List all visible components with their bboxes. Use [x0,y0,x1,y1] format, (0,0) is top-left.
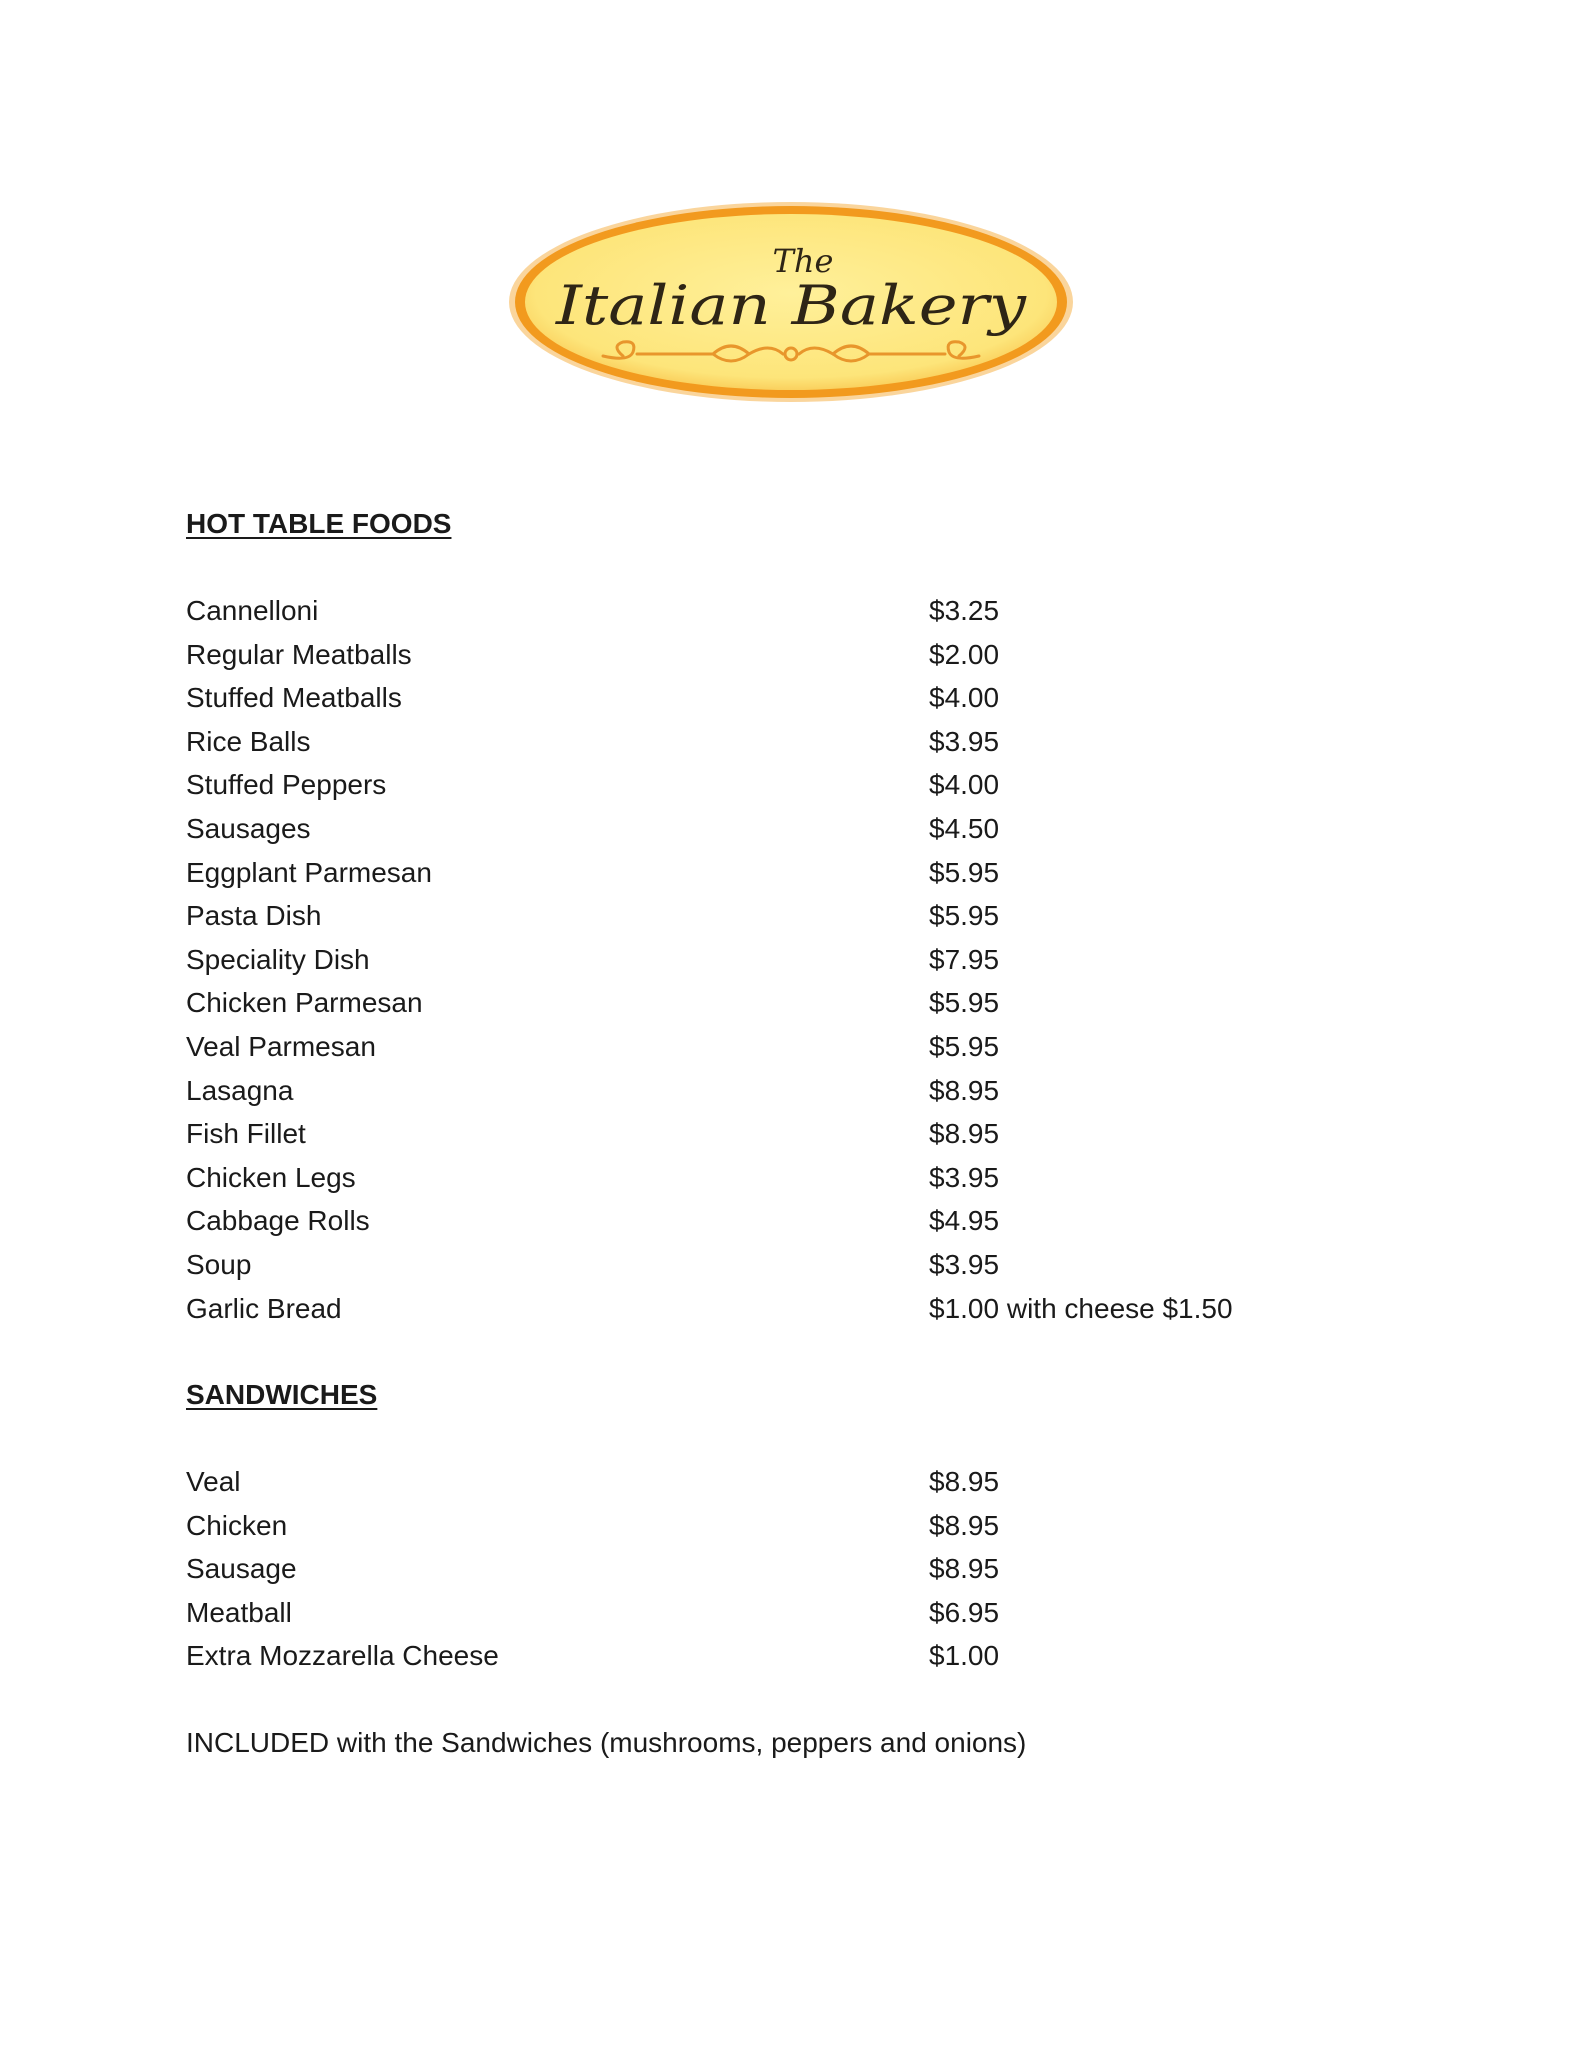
item-name: Stuffed Meatballs [186,682,402,714]
item-price: $4.00 [929,769,1000,801]
list-item [186,1112,1386,1156]
list-item [186,676,1386,720]
list-item [186,1199,1386,1243]
list-item [186,633,1386,677]
list-item [186,1156,1386,1200]
item-name: Chicken [186,1509,288,1541]
item-name: Lasagna [186,1074,294,1106]
item-price: $8.95 [929,1466,1000,1498]
item-price: $8.95 [929,1553,1000,1585]
spacer [186,546,1386,589]
spacer [186,1330,1386,1373]
item-name: Cannelloni [186,595,319,626]
list-item [186,938,1386,982]
item-name: Regular Meatballs [186,638,412,670]
item-price: $8.95 [929,1118,1000,1150]
list-item [186,1460,1386,1504]
item-price: $7.95 [929,943,1000,975]
list-item [186,1547,1386,1591]
item-name: Soup [186,1248,252,1280]
item-name: Stuffed Peppers [186,769,387,801]
spacer [186,1678,1386,1721]
item-name: Speciality Dish [186,943,370,975]
item-name: Meatball [186,1596,292,1628]
menu-content [186,502,1386,1765]
item-price: $3.95 [929,1161,1000,1193]
item-name: Chicken Legs [186,1161,356,1193]
item-price: $2.00 [929,638,1000,670]
item-price: $3.25 [929,595,1000,626]
list-item [186,1504,1386,1548]
item-name: Sausage [186,1553,297,1585]
list-item [186,807,1386,851]
item-price: $5.95 [929,856,1000,888]
item-price: $5.95 [929,1030,1000,1062]
item-name: Chicken Parmesan [186,987,423,1019]
item-price: $5.95 [929,987,1000,1019]
spacer [186,1417,1386,1460]
list-item [186,1069,1386,1113]
item-price: $3.95 [929,1248,1000,1280]
bakery-logo [503,196,1079,408]
item-price: $6.95 [929,1596,1000,1628]
svg-text:The: The [772,242,834,280]
item-price: $1.00 [929,1640,1000,1672]
item-name: Eggplant Parmesan [186,856,432,888]
list-item [186,1634,1386,1678]
item-name: Fish Fillet [186,1118,306,1150]
list-item [186,981,1386,1025]
list-item [186,1243,1386,1287]
hot-table-foods-list [186,589,1386,1330]
item-name: Cabbage Rolls [186,1205,370,1237]
item-price: $3.95 [929,725,1000,757]
list-item [186,894,1386,938]
logo-graphic [503,196,1079,408]
item-name: Sausages [186,812,311,844]
item-price: $1.00 with cheese $1.50 [929,1292,1233,1324]
list-item [186,1287,1386,1331]
section-title-hot-table-foods: HOT TABLE FOODS [186,508,452,539]
item-name: Rice Balls [186,725,311,757]
item-name: Veal Parmesan [186,1030,376,1062]
list-item [186,763,1386,807]
list-item [186,851,1386,895]
item-price: $8.95 [929,1074,1000,1106]
item-name: Veal [186,1466,241,1498]
item-price: $5.95 [929,900,1000,932]
list-item [186,1591,1386,1635]
list-item [186,1025,1386,1069]
svg-text:Italian Bakery: Italian Bakery [554,274,1028,337]
item-price: $4.95 [929,1205,1000,1237]
sandwiches-note: INCLUDED with the Sandwiches (mushrooms, peppers and onions) [186,1727,1027,1759]
item-name: Extra Mozzarella Cheese [186,1640,499,1672]
item-price: $4.00 [929,682,1000,714]
list-item [186,720,1386,764]
item-name: Garlic Bread [186,1292,342,1324]
item-price: $4.50 [929,812,1000,844]
list-item [186,589,1386,633]
section-title-sandwiches: SANDWICHES [186,1379,378,1411]
item-name: Pasta Dish [186,900,322,932]
item-price: $8.95 [929,1509,1000,1541]
sandwiches-list [186,1460,1386,1678]
